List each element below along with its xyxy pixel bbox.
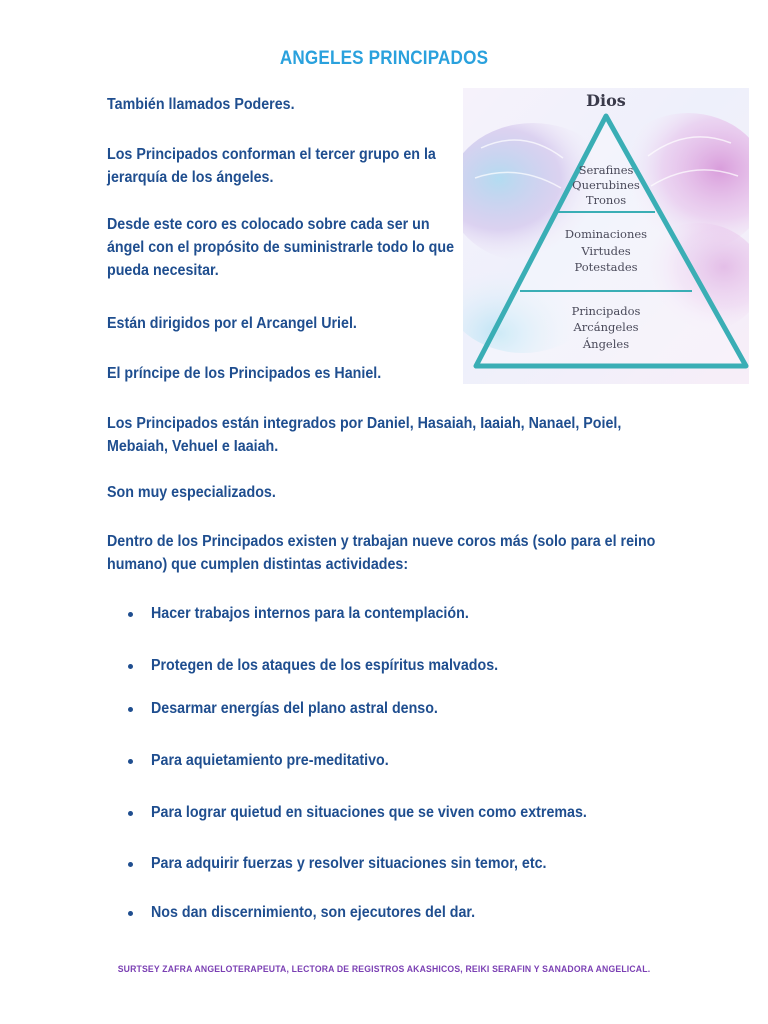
bullet-dot-icon <box>128 707 133 712</box>
pyramid-tier3-item: Principados <box>571 304 641 318</box>
bullet-dot-icon <box>128 612 133 617</box>
paragraph-specialized: Son muy especializados. <box>107 484 276 501</box>
paragraph-also-called: También llamados Poderes. <box>107 96 295 113</box>
bullet-dot-icon <box>128 862 133 867</box>
pyramid-apex-label: Dios <box>586 91 626 110</box>
page-title: ANGELES PRINCIPADOS <box>279 48 489 69</box>
pyramid-tier3-item: Arcángeles <box>573 320 639 334</box>
bullet-dot-icon <box>128 911 133 916</box>
angel-hierarchy-pyramid-image <box>463 88 749 384</box>
paragraph-choir-purpose: Desde este coro es colocado sobre cada ser un ángel con el propósito de suministrarle todo lo que pueda necesitar. <box>107 216 455 279</box>
bullet-dot-icon <box>128 811 133 816</box>
pyramid-tier3-item: Ángeles <box>582 337 630 351</box>
pyramid-tier2-item: Virtudes <box>581 244 631 258</box>
pyramid-tier2-item: Dominaciones <box>564 227 648 241</box>
bullet-dot-icon <box>128 664 133 669</box>
bullet-dot-icon <box>128 759 133 764</box>
footer-credit: SURTSEY ZAFRA ANGELOTERAPEUTA, LECTORA DE REGISTROS AKASHICOS, REIKI SERAFIN Y SANADORA ANGELICAL. <box>117 964 651 974</box>
pyramid-tier1-item: Querubines <box>572 178 640 192</box>
pyramid-tier1-item: Tronos <box>585 193 627 207</box>
pyramid-tier2-item: Potestades <box>574 260 638 274</box>
pyramid-tier1-item: Serafines <box>578 163 634 177</box>
paragraph-nine-choirs: Dentro de los Principados existen y trabajan nueve coros más (solo para el reino humano) que cumplen distintas actividades: <box>107 533 656 573</box>
paragraph-directed-by: Están dirigidos por el Arcangel Uriel. <box>107 315 357 332</box>
paragraph-third-group: Los Principados conforman el tercer grupo en la jerarquía de los ángeles. <box>107 146 436 186</box>
paragraph-members: Los Principados están integrados por Daniel, Hasaiah, Iaaiah, Nanael, Poiel, Mebaiah, Vehuel e Iaaiah. <box>107 415 622 455</box>
paragraph-prince: El príncipe de los Principados es Haniel. <box>107 365 382 382</box>
